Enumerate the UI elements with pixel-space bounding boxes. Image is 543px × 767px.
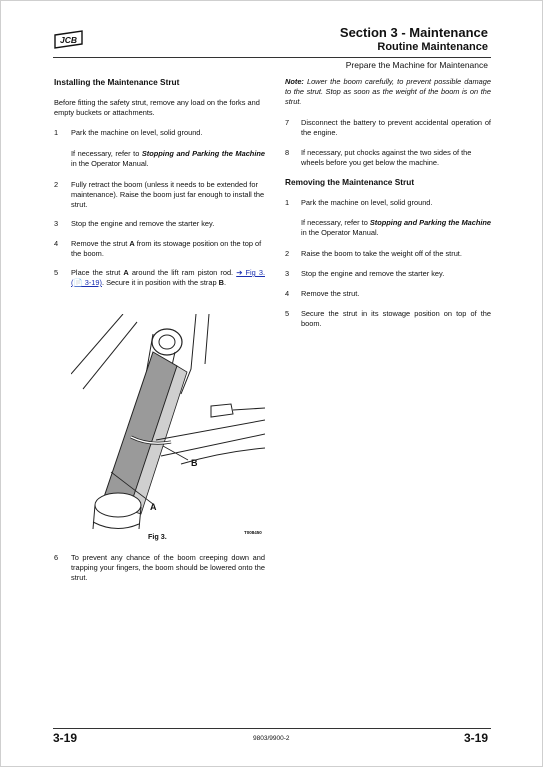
step-text: To prevent any chance of the boom creeping down and trapping your fingers, the boom should be lowered onto the strut. (71, 553, 265, 582)
manual-reference: Stopping and Parking the Machine (369, 218, 492, 227)
step-text: Secure the strut in its stowage position on top of the boom. (301, 309, 491, 328)
step-text: Park the machine on level, solid ground. (301, 198, 433, 207)
section-title: Section 3 - Maintenance (339, 25, 488, 40)
step-text: Fully retract the boom (unless it needs to be extended for maintenance). Raise the boom just far enough to install the strut. (71, 180, 265, 209)
step-number: 2 (54, 180, 59, 189)
step-text: Place the strut A around the lift ram piston rod. ➔ Fig 3. (📄 3-19). Secure it in position with the strap B. (71, 268, 265, 287)
note-paragraph: Note: Lower the boom carefully, to prevent possible damage to the strut. Stop as soon as the weight of the boom is on the strut. (285, 77, 491, 106)
remove-strut-heading: Removing the Maintenance Strut (285, 177, 415, 187)
figure-caption: Fig 3. (148, 532, 167, 541)
step-number: 1 (285, 198, 290, 207)
step-text: Remove the strut. (301, 289, 360, 298)
step-number: 3 (54, 219, 59, 228)
figure-link[interactable]: ➔ Fig 3. (📄 3-19) (71, 268, 265, 287)
step-number: 3 (285, 269, 290, 278)
strut-illustration (71, 314, 265, 534)
step-number: 7 (285, 118, 290, 127)
step-text: Stop the engine and remove the starter key. (301, 269, 445, 278)
step-number: 5 (54, 268, 59, 277)
breadcrumb: Prepare the Machine for Maintenance (345, 60, 488, 70)
label-a: A (150, 502, 157, 512)
step-number: 5 (285, 309, 290, 318)
install-strut-heading: Installing the Maintenance Strut (54, 77, 180, 87)
step-text: Disconnect the battery to prevent accidental operation of the engine. (301, 118, 491, 137)
svg-text:JCB: JCB (59, 35, 78, 45)
figure-code: T008450 (244, 530, 262, 535)
jcb-logo (54, 30, 83, 49)
footer-divider (53, 728, 491, 729)
page-number-right: 3-19 (463, 731, 488, 745)
step-number: 4 (54, 239, 59, 248)
step-number: 8 (285, 148, 290, 157)
step-text: If necessary, put chocks against the two sides of the wheels before you get below the machine. (301, 148, 472, 167)
step-note: If necessary, refer to Stopping and Parking the Machine in the Operator Manual. (301, 218, 492, 237)
step-text: Remove the strut A from its stowage position on the top of the boom. (71, 239, 262, 258)
header-divider (53, 57, 491, 58)
label-b: B (191, 458, 198, 468)
step-note: If necessary, refer to Stopping and Parking the Machine in the Operator Manual. (71, 149, 266, 168)
step-text: Stop the engine and remove the starter key. (71, 219, 215, 228)
step-number: 1 (54, 128, 59, 137)
step-number: 4 (285, 289, 290, 298)
step-text: Raise the boom to take the weight off of the strut. (301, 249, 462, 258)
document-reference: 9803/9900-2 (253, 735, 290, 742)
step-number: 2 (285, 249, 290, 258)
step-number: 6 (54, 553, 59, 562)
intro-paragraph: Before fitting the safety strut, remove any load on the forks and empty buckets or attachments. (54, 98, 260, 117)
page-number-left: 3-19 (53, 731, 78, 745)
step-text: Park the machine on level, solid ground. (71, 128, 203, 137)
manual-reference: Stopping and Parking the Machine (141, 149, 266, 158)
subsection-title: Routine Maintenance (377, 41, 488, 53)
